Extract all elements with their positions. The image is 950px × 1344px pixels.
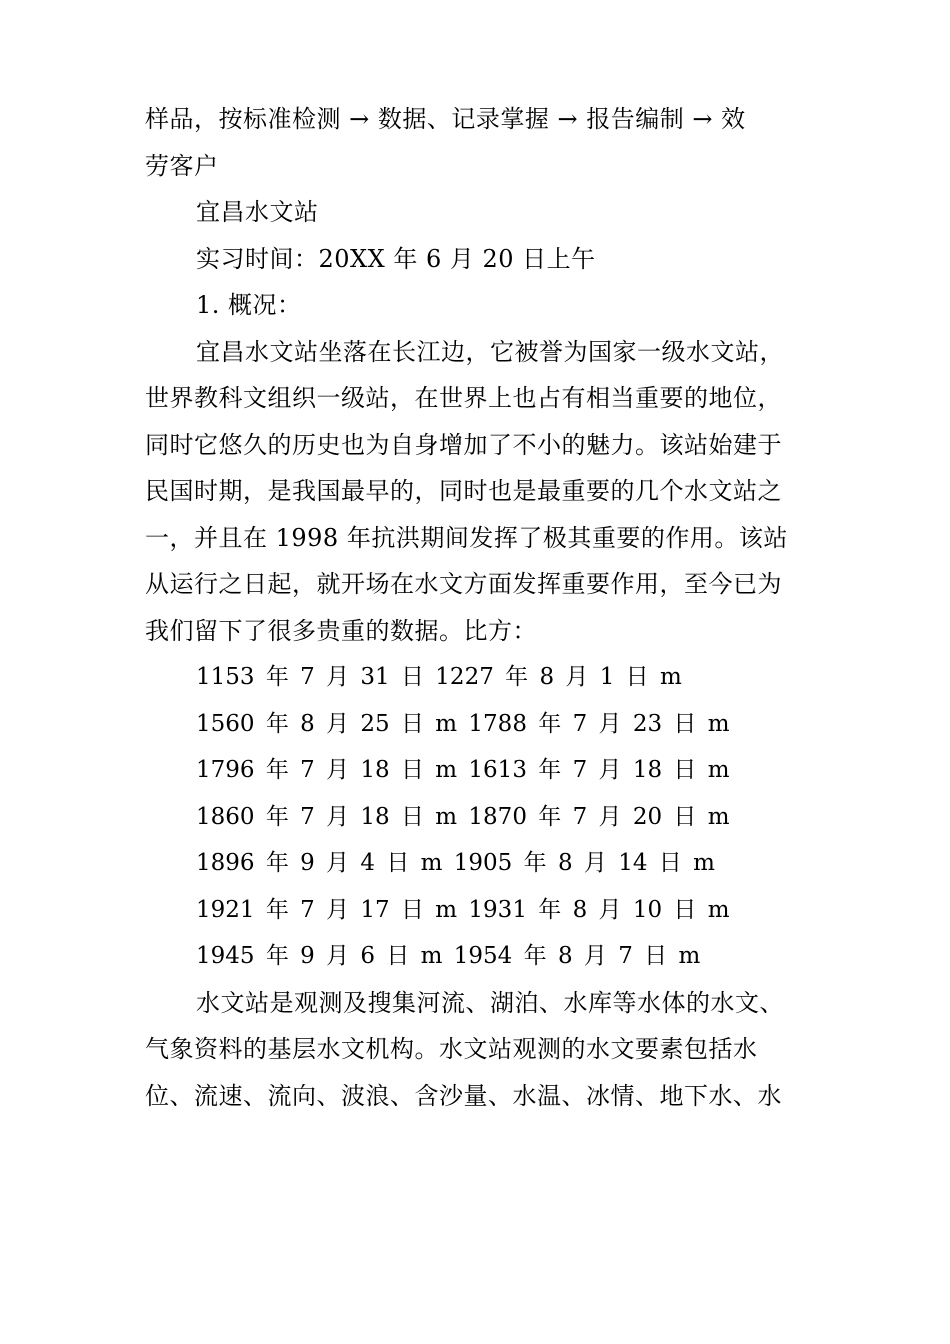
flood-record: 1153 年 7 月 31 日 1227 年 8 月 1 日 m: [196, 664, 682, 690]
flood-record: 1921 年 7 月 17 日 m 1931 年 8 月 10 日 m: [196, 896, 730, 923]
paragraph-line: 水文站是观测及搜集河流、湖泊、水库等水体的水文、: [196, 988, 784, 1017]
flood-record: 1560 年 8 月 25 日 m 1788 年 7 月 23 日 m: [196, 710, 730, 737]
paragraph-line: 一，并且在 1998 年抗洪期间发挥了极其重要的作用。该站: [145, 523, 788, 552]
document-page: [145, 96, 810, 1119]
paragraph-line: 位、流速、流向、波浪、含沙量、水温、冰情、地下水、水: [145, 1081, 782, 1110]
flood-record: 1896 年 9 月 4 日 m 1905 年 8 月 14 日 m: [196, 850, 715, 876]
flood-record: 1860 年 7 月 18 日 m 1870 年 7 月 20 日 m: [196, 803, 730, 830]
section-title: 宜昌水文站: [196, 198, 319, 226]
intern-time: 实习时间：20XX 年 6 月 20 日上午: [196, 244, 596, 273]
paragraph-line: 我们留下了很多贵重的数据。比方：: [145, 616, 537, 645]
paragraph-line: 宜昌水文站坐落在长江边，它被誉为国家一级水文站，: [196, 337, 784, 366]
paragraph-line: 世界教科文组织一级站，在世界上也占有相当重要的地位，: [145, 384, 782, 412]
paragraph-line: 同时它悠久的历史也为自身增加了不小的魅力。该站始建于: [145, 430, 782, 459]
flood-record: 1945 年 9 月 6 日 m 1954 年 8 月 7 日 m: [196, 943, 701, 969]
overview-heading: 1. 概况：: [196, 291, 302, 319]
text-line: 劳客户: [145, 151, 219, 180]
paragraph-line: 气象资料的基层水文机构。水文站观测的水文要素包括水: [145, 1035, 758, 1063]
text-line: 样品，按标准检测 → 数据、记录掌握 → 报告编制 → 效: [145, 105, 746, 133]
paragraph-line: 民国时期，是我国最早的，同时也是最重要的几个水文站之: [145, 477, 782, 505]
paragraph-line: 从运行之日起，就开场在水文方面发挥重要作用，至今已为: [145, 570, 782, 598]
flood-record: 1796 年 7 月 18 日 m 1613 年 7 月 18 日 m: [196, 757, 730, 783]
